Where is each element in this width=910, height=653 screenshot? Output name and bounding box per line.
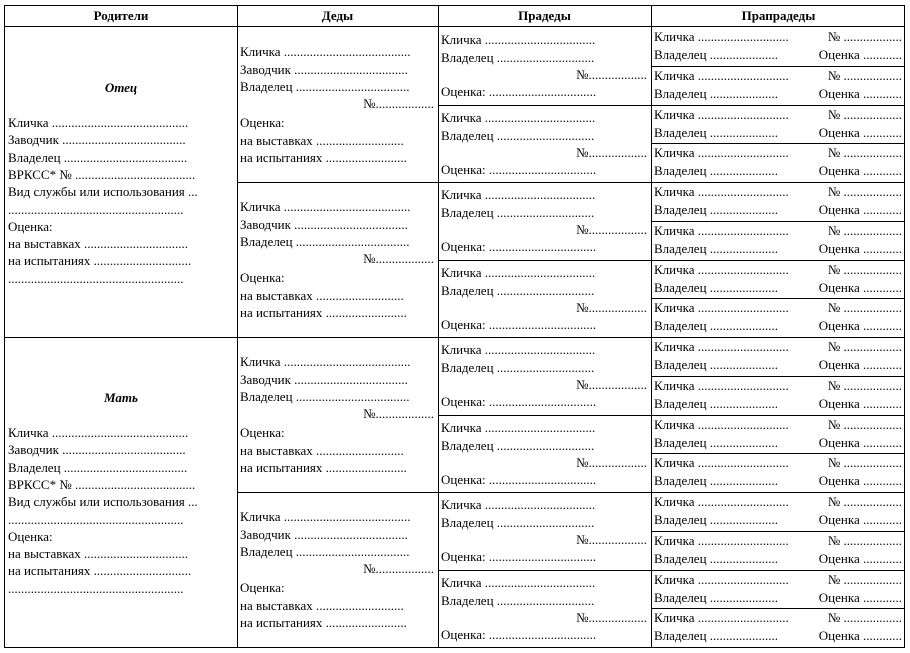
- great-grandparent-field-line: Кличка ..................................: [441, 32, 596, 47]
- ggg-number-line: № ..................: [827, 494, 902, 509]
- ggg-owner-line: Владелец .....................: [654, 85, 779, 101]
- ggg-name-line: Кличка ............................: [654, 184, 789, 199]
- parent-field-line: Вид службы или использования ...: [8, 184, 198, 200]
- ggg-name-line: Кличка ............................: [654, 494, 789, 509]
- ggg-name-line: Кличка ............................: [654, 261, 789, 277]
- ggg-owner-line: Владелец .....................: [654, 279, 779, 295]
- ggg-number-line: № ..................: [827, 67, 902, 83]
- great-great-grandparent-cell: [651, 376, 906, 415]
- ggg-name-line: Кличка ............................: [654, 300, 789, 316]
- grandparent-field-line: Оценка:: [240, 580, 285, 595]
- grandparent-field-line: Заводчик ...................................: [240, 62, 408, 77]
- pedigree-form: [4, 5, 905, 648]
- parent-field-line: Заводчик ......................................: [8, 442, 186, 458]
- grandparent-field-line: на выставках ...........................: [240, 288, 404, 303]
- ggg-score-line: Оценка ............: [818, 279, 902, 295]
- great-great-grandparent-cell: [651, 453, 906, 492]
- ggg-score-line: Оценка ............: [818, 202, 902, 217]
- grandparent-cell: [237, 337, 438, 492]
- father-title: Отец: [104, 80, 138, 95]
- ggg-owner-line: Владелец .....................: [654, 318, 779, 334]
- parent-field-line: на испытаниях ..............................: [8, 253, 192, 269]
- ggg-number-line: № ..................: [827, 377, 902, 393]
- great-great-grandparent-cell: [651, 143, 906, 182]
- ggg-score-line: Оценка ............: [818, 473, 902, 489]
- header-great-grandparents: Прадеды: [518, 8, 571, 23]
- grandparent-field-line: на выставках ...........................: [240, 443, 404, 458]
- ggg-owner-line: Владелец .....................: [654, 512, 779, 527]
- grandparent-field-line: Оценка:: [240, 270, 285, 285]
- grandparent-field-line: №..................: [363, 96, 434, 111]
- grandparent-field-line: №..................: [363, 251, 434, 266]
- great-grandparent-field-line: Оценка: .................................: [441, 84, 597, 99]
- great-great-grandparent-cell: [651, 27, 906, 66]
- grandparent-field-line: №..................: [363, 561, 434, 576]
- grandparent-field-line: Заводчик ...................................: [240, 217, 408, 232]
- great-grandparent-cell: [438, 182, 651, 260]
- great-grandparent-field-line: №..................: [576, 299, 647, 315]
- grandparent-field-line: на испытаниях .........................: [240, 305, 407, 320]
- ggg-score-line: Оценка ............: [818, 550, 902, 566]
- ggg-number-line: № ..................: [827, 416, 902, 432]
- great-grandparent-field-line: №..................: [576, 222, 647, 237]
- grandparent-field-line: №..................: [363, 406, 434, 421]
- ggg-score-line: Оценка ............: [818, 85, 902, 101]
- parent-field-line: на выставках ................................: [8, 546, 189, 562]
- great-grandparent-field-line: Кличка ..................................: [441, 109, 596, 125]
- great-great-grandparent-cell: [651, 337, 906, 376]
- ggg-name-line: Кличка ............................: [654, 377, 789, 393]
- great-grandparent-cell: [438, 337, 651, 415]
- ggg-number-line: № ..................: [827, 300, 902, 316]
- ggg-name-line: Кличка ............................: [654, 106, 789, 122]
- parent-field-line: Заводчик ......................................: [8, 132, 186, 148]
- great-grandparent-field-line: №..................: [576, 377, 647, 392]
- grandparent-cell: [237, 27, 438, 182]
- ggg-name-line: Кличка ............................: [654, 29, 789, 44]
- great-grandparent-field-line: Кличка ..................................: [441, 264, 596, 280]
- great-grandparent-field-line: Кличка ..................................: [441, 419, 596, 435]
- great-great-grandparent-cell: [651, 182, 906, 221]
- ggg-number-line: № ..................: [827, 222, 902, 238]
- great-great-grandparent-cell: [651, 66, 906, 105]
- ggg-owner-line: Владелец .....................: [654, 163, 779, 179]
- great-grandparent-field-line: Кличка ..................................: [441, 497, 596, 512]
- great-grandparent-cell: [438, 260, 651, 338]
- grandparent-field-line: Владелец ...................................: [240, 234, 410, 249]
- ggg-name-line: Кличка ............................: [654, 339, 789, 354]
- great-grandparent-field-line: Владелец ..............................: [441, 437, 595, 453]
- grandparent-field-line: на испытаниях .........................: [240, 615, 407, 630]
- grandparent-field-line: Владелец ...................................: [240, 544, 410, 559]
- great-grandparent-field-line: Владелец ..............................: [441, 515, 595, 530]
- great-grandparent-field-line: №..................: [576, 67, 647, 82]
- ggg-name-line: Кличка ............................: [654, 455, 789, 471]
- great-grandparent-field-line: №..................: [576, 532, 647, 547]
- ggg-score-line: Оценка ............: [818, 589, 902, 605]
- ggg-number-line: № ..................: [827, 571, 902, 587]
- great-great-grandparent-cell: [651, 415, 906, 454]
- ggg-score-line: Оценка ............: [818, 357, 902, 372]
- great-great-grandparent-cell: [651, 570, 906, 609]
- great-grandparent-field-line: Владелец ..............................: [441, 50, 595, 65]
- great-grandparent-field-line: №..................: [576, 454, 647, 470]
- ggg-owner-line: Владелец .....................: [654, 434, 779, 450]
- grandparent-field-line: на испытаниях .........................: [240, 460, 407, 475]
- grandparent-cell: [237, 492, 438, 647]
- ggg-name-line: Кличка ............................: [654, 610, 789, 626]
- great-great-grandparent-cell: [651, 608, 906, 647]
- great-great-grandparent-cell: [651, 105, 906, 144]
- ggg-owner-line: Владелец .....................: [654, 47, 779, 62]
- ggg-name-line: Кличка ............................: [654, 67, 789, 83]
- great-great-grandparent-cell: [651, 221, 906, 260]
- great-grandparent-field-line: Владелец ..............................: [441, 360, 595, 375]
- grandparent-field-line: Кличка .......................................: [240, 44, 411, 59]
- ggg-score-line: Оценка ............: [818, 318, 902, 334]
- ggg-score-line: Оценка ............: [818, 124, 902, 140]
- great-grandparent-field-line: Владелец ..............................: [441, 127, 595, 143]
- ggg-owner-line: Владелец .....................: [654, 395, 779, 411]
- parent-field-line: на выставках ................................: [8, 236, 189, 252]
- header-parents: Родители: [93, 8, 149, 23]
- ggg-number-line: № ..................: [827, 184, 902, 199]
- ggg-name-line: Кличка ............................: [654, 416, 789, 432]
- grandparent-field-line: на испытаниях .........................: [240, 150, 407, 165]
- ggg-number-line: № ..................: [827, 145, 902, 161]
- mother-title: Мать: [104, 390, 138, 405]
- parent-field-line: Владелец ......................................: [8, 149, 188, 165]
- great-great-grandparent-cell: [651, 260, 906, 299]
- grandparent-field-line: Кличка .......................................: [240, 354, 411, 369]
- grandparent-field-line: Заводчик ...................................: [240, 372, 408, 387]
- header-grandparents: Деды: [321, 8, 354, 23]
- great-grandparent-field-line: Владелец ..............................: [441, 205, 595, 220]
- parent-field-line: Владелец ......................................: [8, 459, 188, 475]
- grandparent-field-line: Кличка .......................................: [240, 509, 411, 524]
- great-great-grandparent-cell: [651, 531, 906, 570]
- great-grandparent-cell: [438, 415, 651, 493]
- ggg-score-line: Оценка ............: [818, 628, 902, 644]
- parent-field-line: Оценка:: [8, 528, 53, 544]
- ggg-score-line: Оценка ............: [818, 512, 902, 527]
- ggg-number-line: № ..................: [827, 339, 902, 354]
- great-grandparent-field-line: Оценка: .................................: [441, 626, 597, 642]
- parent-field-line: ......................................................: [8, 580, 184, 596]
- ggg-owner-line: Владелец .....................: [654, 240, 779, 256]
- ggg-score-line: Оценка ............: [818, 434, 902, 450]
- ggg-number-line: № ..................: [827, 532, 902, 548]
- great-grandparent-field-line: Оценка: .................................: [441, 161, 597, 177]
- ggg-owner-line: Владелец .....................: [654, 628, 779, 644]
- ggg-name-line: Кличка ............................: [654, 222, 789, 238]
- parent-field-line: ВРКСС* № .....................................: [8, 166, 196, 182]
- great-grandparent-cell: [438, 27, 651, 105]
- father-cell: [5, 27, 237, 337]
- ggg-name-line: Кличка ............................: [654, 571, 789, 587]
- great-grandparent-cell: [438, 570, 651, 648]
- grandparent-field-line: Владелец ...................................: [240, 389, 410, 404]
- ggg-owner-line: Владелец .....................: [654, 202, 779, 217]
- great-grandparent-field-line: Оценка: .................................: [441, 471, 597, 487]
- great-great-grandparent-cell: [651, 492, 906, 531]
- ggg-number-line: № ..................: [827, 106, 902, 122]
- mother-cell: [5, 337, 237, 647]
- grandparent-field-line: на выставках ...........................: [240, 133, 404, 148]
- parent-field-line: на испытаниях ..............................: [8, 563, 192, 579]
- great-grandparent-field-line: Оценка: .................................: [441, 239, 597, 254]
- header-great-great-grandparents: Прапрадеды: [741, 8, 816, 23]
- parent-field-line: Оценка:: [8, 218, 53, 234]
- great-grandparent-cell: [438, 105, 651, 183]
- ggg-number-line: № ..................: [827, 29, 902, 44]
- ggg-score-line: Оценка ............: [818, 395, 902, 411]
- parent-field-line: ......................................................: [8, 201, 184, 217]
- ggg-owner-line: Владелец .....................: [654, 124, 779, 140]
- grandparent-cell: [237, 182, 438, 337]
- great-grandparent-field-line: Оценка: .................................: [441, 316, 597, 332]
- ggg-score-line: Оценка ............: [818, 163, 902, 179]
- great-grandparent-field-line: Оценка: .................................: [441, 394, 597, 409]
- grandparent-field-line: Кличка .......................................: [240, 199, 411, 214]
- great-grandparent-field-line: Кличка ..................................: [441, 574, 596, 590]
- great-grandparent-field-line: Владелец ..............................: [441, 592, 595, 608]
- parent-field-line: ВРКСС* № .....................................: [8, 476, 196, 492]
- parent-field-line: ......................................................: [8, 511, 184, 527]
- grandparent-field-line: Оценка:: [240, 115, 285, 130]
- parent-field-line: Кличка ..........................................: [8, 115, 189, 130]
- ggg-number-line: № ..................: [827, 610, 902, 626]
- grandparent-field-line: Заводчик ...................................: [240, 527, 408, 542]
- ggg-score-line: Оценка ............: [818, 47, 902, 62]
- ggg-name-line: Кличка ............................: [654, 532, 789, 548]
- great-grandparent-field-line: Кличка ..................................: [441, 342, 596, 357]
- parent-field-line: Вид службы или использования ...: [8, 494, 198, 510]
- ggg-name-line: Кличка ............................: [654, 145, 789, 161]
- grandparent-field-line: Владелец ...................................: [240, 79, 410, 94]
- ggg-owner-line: Владелец .....................: [654, 473, 779, 489]
- grandparent-field-line: Оценка:: [240, 425, 285, 440]
- ggg-score-line: Оценка ............: [818, 240, 902, 256]
- great-grandparent-field-line: Владелец ..............................: [441, 282, 595, 298]
- great-grandparent-cell: [438, 492, 651, 570]
- great-grandparent-field-line: №..................: [576, 144, 647, 160]
- ggg-owner-line: Владелец .....................: [654, 550, 779, 566]
- great-grandparent-field-line: Оценка: .................................: [441, 549, 597, 564]
- ggg-number-line: № ..................: [827, 455, 902, 471]
- ggg-number-line: № ..................: [827, 261, 902, 277]
- great-grandparent-field-line: №..................: [576, 609, 647, 625]
- ggg-owner-line: Владелец .....................: [654, 589, 779, 605]
- parent-field-line: ......................................................: [8, 270, 184, 286]
- great-grandparent-field-line: Кличка ..................................: [441, 187, 596, 202]
- great-great-grandparent-cell: [651, 298, 906, 337]
- ggg-owner-line: Владелец .....................: [654, 357, 779, 372]
- parent-field-line: Кличка ..........................................: [8, 425, 189, 440]
- grandparent-field-line: на выставках ...........................: [240, 598, 404, 613]
